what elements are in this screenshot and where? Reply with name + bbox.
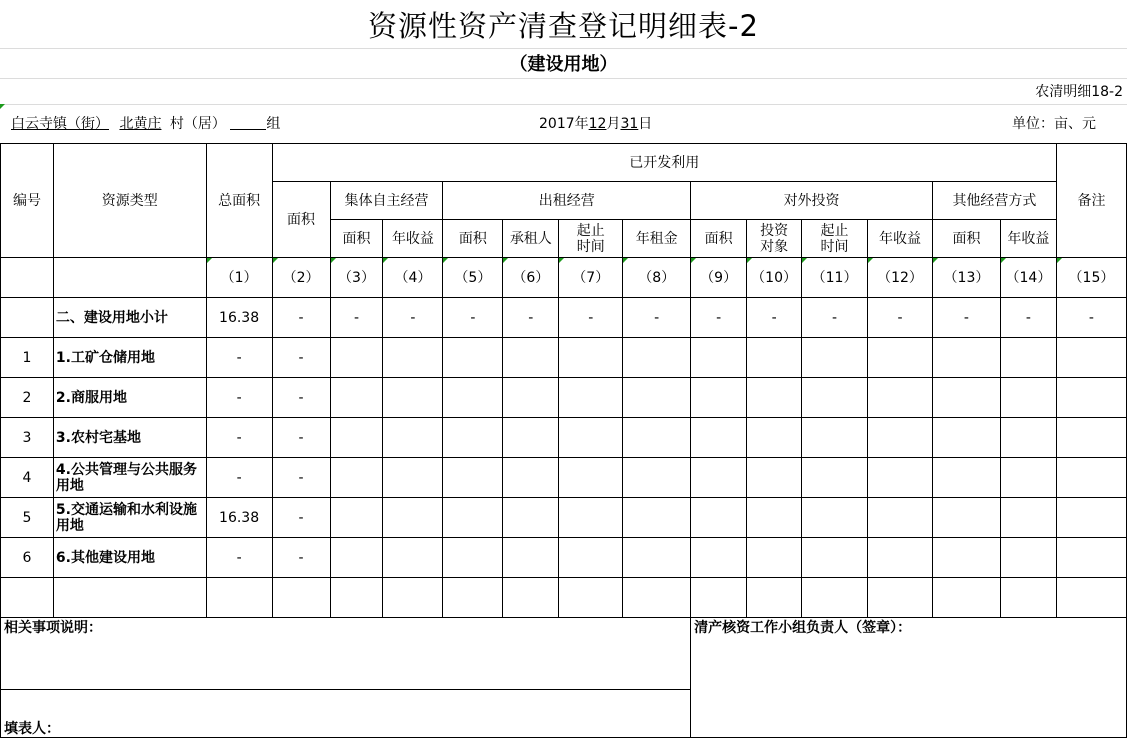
row-cell <box>559 498 623 538</box>
col-num-cell: （10） <box>747 258 802 298</box>
row-cell: - <box>1056 298 1126 338</box>
col-num-cell: （2） <box>272 258 330 298</box>
header-sub: 面积 <box>691 220 747 258</box>
row-cell <box>383 498 443 538</box>
header-collective: 集体自主经营 <box>330 182 443 220</box>
form-code: 农清明细18-2 <box>1035 84 1123 100</box>
row-cell <box>691 418 747 458</box>
row-cell <box>1056 498 1126 538</box>
grid-line <box>0 78 1127 79</box>
row-cell: - <box>503 298 559 338</box>
row-cell <box>1056 418 1126 458</box>
row-cell <box>691 338 747 378</box>
data-rows <box>1 298 1127 578</box>
row-label: 1.工矿仓储用地 <box>53 338 206 378</box>
row-total-area: - <box>206 418 272 458</box>
table-row <box>1 458 1127 498</box>
empty-row <box>1 578 1127 618</box>
ledger-table <box>0 143 1127 738</box>
header-sub: 面积 <box>932 220 1000 258</box>
empty-cell <box>206 578 272 618</box>
report-date <box>539 110 652 138</box>
row-cell <box>1000 538 1056 578</box>
row-label: 二、建设用地小计 <box>53 298 206 338</box>
row-cell <box>559 418 623 458</box>
row-cell <box>691 458 747 498</box>
col-num-cell: （3） <box>330 258 383 298</box>
row-cell <box>1056 458 1126 498</box>
table-row <box>1 378 1127 418</box>
col-num-cell: （13） <box>932 258 1000 298</box>
col-num-cell: （11） <box>802 258 868 298</box>
col-num-cell: （5） <box>443 258 503 298</box>
village-name: 北黄庄 <box>119 116 162 132</box>
row-cell <box>559 378 623 418</box>
row-cell <box>868 418 933 458</box>
row-cell <box>1000 418 1056 458</box>
row-total-area: - <box>206 338 272 378</box>
row-cell <box>868 378 933 418</box>
row-id: 3 <box>1 418 54 458</box>
row-cell: - <box>272 418 330 458</box>
header-area: 面积 <box>272 182 330 258</box>
sheet-title: 资源性资产清查登记明细表-2 <box>368 8 759 43</box>
row-cell <box>868 338 933 378</box>
col-num-cell <box>53 258 206 298</box>
row-cell <box>691 538 747 578</box>
row-cell: - <box>272 498 330 538</box>
header-sub: 面积 <box>443 220 503 258</box>
empty-cell <box>691 578 747 618</box>
row-cell <box>932 338 1000 378</box>
row-id: 6 <box>1 538 54 578</box>
village-suffix: 村（居） <box>169 116 226 132</box>
empty-cell <box>559 578 623 618</box>
row-cell <box>559 458 623 498</box>
header-remark: 备注 <box>1056 144 1126 258</box>
row-cell <box>623 498 691 538</box>
row-cell <box>691 498 747 538</box>
town-name: 白云寺镇（街） <box>11 116 109 132</box>
row-cell <box>383 538 443 578</box>
row-cell <box>1000 458 1056 498</box>
row-cell: - <box>1000 298 1056 338</box>
row-total-area: - <box>206 458 272 498</box>
date-day-suffix: 日 <box>638 116 653 132</box>
empty-cell <box>383 578 443 618</box>
row-cell <box>932 498 1000 538</box>
row-cell <box>383 338 443 378</box>
header-sub: 起止时间 <box>802 220 868 258</box>
row-cell <box>802 538 868 578</box>
row-cell <box>330 338 383 378</box>
col-num-cell: （15） <box>1056 258 1126 298</box>
empty-cell <box>272 578 330 618</box>
row-cell: - <box>623 298 691 338</box>
row-cell <box>623 538 691 578</box>
row-cell <box>691 378 747 418</box>
row-cell <box>623 338 691 378</box>
row-label: 2.商服用地 <box>53 378 206 418</box>
row-cell <box>330 458 383 498</box>
row-cell <box>330 538 383 578</box>
empty-cell <box>503 578 559 618</box>
row-cell <box>443 378 503 418</box>
col-num-cell: （12） <box>868 258 933 298</box>
row-cell <box>747 498 802 538</box>
row-cell <box>503 498 559 538</box>
empty-cell <box>1056 578 1126 618</box>
row-cell <box>330 418 383 458</box>
row-cell <box>503 378 559 418</box>
empty-cell <box>747 578 802 618</box>
row-cell <box>330 498 383 538</box>
row-cell: - <box>868 298 933 338</box>
col-num-cell: （9） <box>691 258 747 298</box>
table-row <box>1 418 1127 458</box>
row-cell <box>383 378 443 418</box>
row-cell <box>1000 498 1056 538</box>
header-investment: 对外投资 <box>691 182 933 220</box>
col-num-cell: （6） <box>503 258 559 298</box>
row-total-area: 16.38 <box>206 498 272 538</box>
row-cell <box>802 458 868 498</box>
leader-signature-label: 清产核资工作小组负责人（签章）： <box>691 618 1127 738</box>
header-type: 资源类型 <box>53 144 206 258</box>
col-num-cell <box>1 258 54 298</box>
col-num-cell: （14） <box>1000 258 1056 298</box>
empty-cell <box>53 578 206 618</box>
header-sub: 年租金 <box>623 220 691 258</box>
row-cell <box>747 458 802 498</box>
row-cell <box>932 458 1000 498</box>
row-id: 1 <box>1 338 54 378</box>
date-day: 31 <box>620 116 639 132</box>
group-suffix: 组 <box>266 116 281 132</box>
row-total-area: - <box>206 538 272 578</box>
header-sub: 投资对象 <box>747 220 802 258</box>
table-row <box>1 298 1127 338</box>
empty-cell <box>802 578 868 618</box>
col-num-cell: （4） <box>383 258 443 298</box>
row-cell <box>503 418 559 458</box>
row-cell: - <box>383 298 443 338</box>
row-cell: - <box>559 298 623 338</box>
table-row <box>1 338 1127 378</box>
row-cell <box>443 538 503 578</box>
group-blank <box>230 115 266 130</box>
empty-cell <box>932 578 1000 618</box>
col-num-cell: （8） <box>623 258 691 298</box>
row-total-area: 16.38 <box>206 298 272 338</box>
row-cell <box>932 378 1000 418</box>
header-sub: 起止时间 <box>559 220 623 258</box>
header-sub: 年收益 <box>868 220 933 258</box>
row-cell <box>1056 338 1126 378</box>
row-cell <box>383 418 443 458</box>
row-cell <box>747 338 802 378</box>
row-cell: - <box>443 298 503 338</box>
row-cell <box>503 458 559 498</box>
row-cell: - <box>802 298 868 338</box>
row-cell: - <box>272 538 330 578</box>
row-label: 4.公共管理与公共服务用地 <box>53 458 206 498</box>
empty-cell <box>868 578 933 618</box>
unit-label: 单位：亩、元 <box>1012 116 1096 132</box>
header-sub: 面积 <box>330 220 383 258</box>
table-row <box>1 538 1127 578</box>
row-cell <box>443 338 503 378</box>
grid-line <box>0 104 1127 105</box>
notes-label: 相关事项说明： <box>1 618 691 690</box>
filler-label: 填表人： <box>1 690 691 738</box>
header-sub: 年收益 <box>383 220 443 258</box>
empty-cell <box>623 578 691 618</box>
row-id <box>1 298 54 338</box>
empty-cell <box>1 578 54 618</box>
row-cell: - <box>272 378 330 418</box>
row-cell <box>868 538 933 578</box>
row-cell: - <box>691 298 747 338</box>
row-cell <box>747 378 802 418</box>
row-cell <box>802 338 868 378</box>
header-total-area: 总面积 <box>206 144 272 258</box>
row-cell <box>868 458 933 498</box>
row-cell: - <box>330 298 383 338</box>
row-cell <box>443 458 503 498</box>
header-sub: 年收益 <box>1000 220 1056 258</box>
row-cell <box>559 338 623 378</box>
row-cell <box>383 458 443 498</box>
row-cell <box>1000 378 1056 418</box>
row-label: 6.其他建设用地 <box>53 538 206 578</box>
row-cell <box>747 418 802 458</box>
empty-cell <box>1000 578 1056 618</box>
row-cell <box>330 378 383 418</box>
location-line <box>11 110 280 138</box>
date-year: 2017 <box>539 116 575 132</box>
row-label: 3.农村宅基地 <box>53 418 206 458</box>
row-cell <box>623 378 691 418</box>
row-cell <box>802 418 868 458</box>
row-id: 5 <box>1 498 54 538</box>
row-cell <box>623 418 691 458</box>
cell-marker <box>0 104 5 109</box>
sheet-subtitle: （建设用地） <box>509 54 618 75</box>
row-cell <box>932 538 1000 578</box>
col-num-cell: （7） <box>559 258 623 298</box>
row-label: 5.交通运输和水利设施用地 <box>53 498 206 538</box>
row-cell <box>932 418 1000 458</box>
row-id: 4 <box>1 458 54 498</box>
date-year-suffix: 年 <box>574 116 589 132</box>
row-total-area: - <box>206 378 272 418</box>
row-cell <box>503 338 559 378</box>
row-cell <box>623 458 691 498</box>
header-id: 编号 <box>1 144 54 258</box>
header-sub: 承租人 <box>503 220 559 258</box>
empty-cell <box>443 578 503 618</box>
row-cell <box>1056 538 1126 578</box>
col-num-cell: （1） <box>206 258 272 298</box>
row-cell <box>443 498 503 538</box>
row-cell <box>802 498 868 538</box>
row-cell <box>443 418 503 458</box>
column-number-row <box>1 258 1127 298</box>
row-cell: - <box>272 338 330 378</box>
empty-cell <box>330 578 383 618</box>
row-cell: - <box>747 298 802 338</box>
row-cell <box>1056 378 1126 418</box>
row-cell <box>802 378 868 418</box>
row-cell: - <box>272 298 330 338</box>
row-id: 2 <box>1 378 54 418</box>
row-cell: - <box>272 458 330 498</box>
row-cell: - <box>932 298 1000 338</box>
header-lease: 出租经营 <box>443 182 691 220</box>
date-month: 12 <box>588 116 607 132</box>
row-cell <box>559 538 623 578</box>
header-developed: 已开发利用 <box>272 144 1056 182</box>
table-row <box>1 498 1127 538</box>
row-cell <box>747 538 802 578</box>
row-cell <box>503 538 559 578</box>
row-cell <box>1000 338 1056 378</box>
header-other: 其他经营方式 <box>932 182 1056 220</box>
date-month-suffix: 月 <box>606 116 621 132</box>
row-cell <box>868 498 933 538</box>
